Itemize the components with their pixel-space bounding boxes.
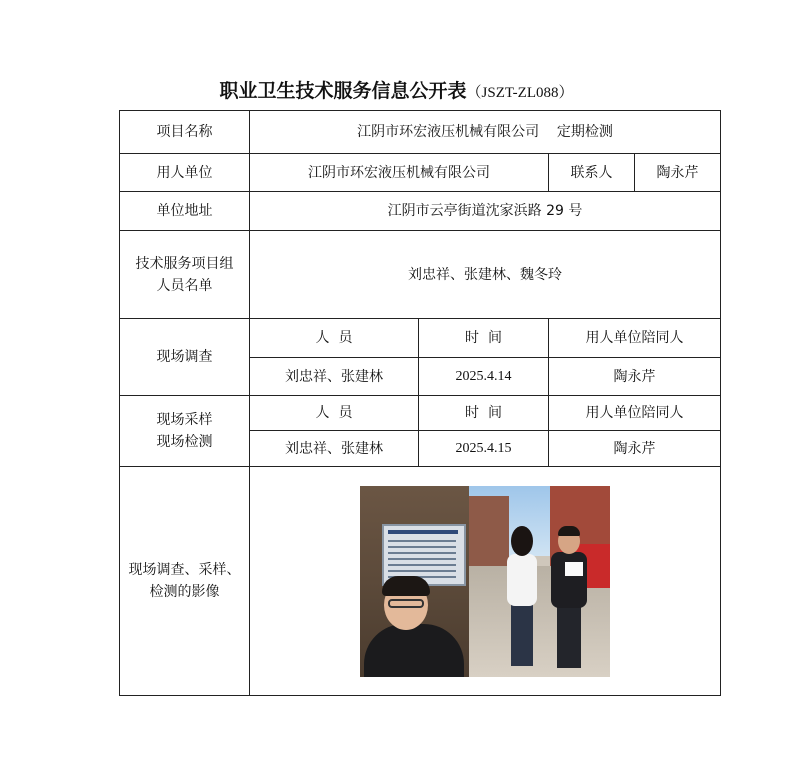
sampling-label-line2: 现场检测 bbox=[156, 434, 213, 450]
project-value: 江阴市环宏液压机械有限公司 定期检测 bbox=[250, 111, 721, 154]
survey-date: 2025.4.14 bbox=[419, 358, 549, 396]
images-label bbox=[120, 467, 250, 696]
team-label-line2: 人员名单 bbox=[156, 277, 213, 294]
project-label: 项目名称 bbox=[120, 111, 250, 154]
sampling-header-time: 时 间 bbox=[419, 396, 549, 431]
images-label-line2: 检测的影像 bbox=[149, 584, 220, 600]
row-sampling-header bbox=[120, 396, 721, 431]
survey-person: 刘忠祥、张建林 bbox=[250, 358, 419, 396]
sampling-header-person: 人 员 bbox=[250, 396, 419, 431]
row-employer bbox=[120, 154, 721, 192]
images-cell bbox=[250, 467, 721, 696]
person-figure-icon bbox=[551, 528, 587, 673]
row-images bbox=[120, 467, 721, 696]
team-label bbox=[120, 231, 250, 319]
row-project bbox=[120, 111, 721, 154]
survey-header-time: 时 间 bbox=[419, 319, 549, 358]
employer-value: 江阴市环宏液压机械有限公司 bbox=[250, 154, 549, 192]
address-value: 江阴市云亭街道沈家浜路 29 号 bbox=[250, 192, 721, 231]
contact-value: 陶永芹 bbox=[635, 154, 721, 192]
info-table bbox=[119, 110, 721, 696]
sampling-header-escort: 用人单位陪同人 bbox=[549, 396, 721, 431]
sampling-date: 2025.4.15 bbox=[419, 431, 549, 467]
row-team bbox=[120, 231, 721, 319]
address-label: 单位地址 bbox=[120, 192, 250, 231]
contact-label: 联系人 bbox=[549, 154, 635, 192]
sampling-person: 刘忠祥、张建林 bbox=[250, 431, 419, 467]
site-photo-indoor bbox=[360, 486, 469, 677]
row-address bbox=[120, 192, 721, 231]
title-code: （JSZT-ZL088） bbox=[466, 85, 574, 101]
photo-strip bbox=[250, 486, 720, 677]
person-figure-icon bbox=[505, 526, 539, 671]
employer-label: 用人单位 bbox=[120, 154, 250, 192]
survey-header-person: 人 员 bbox=[250, 319, 419, 358]
team-label-line1: 技术服务项目组 bbox=[135, 255, 234, 272]
images-label-line1: 现场调查、采样、 bbox=[128, 562, 241, 578]
survey-escort: 陶永芹 bbox=[549, 358, 721, 396]
survey-label: 现场调查 bbox=[120, 319, 250, 396]
site-photo-outdoor bbox=[469, 486, 610, 677]
sampling-label-line1: 现场采样 bbox=[156, 412, 213, 428]
survey-header-escort: 用人单位陪同人 bbox=[549, 319, 721, 358]
sampling-escort: 陶永芹 bbox=[549, 431, 721, 467]
sampling-label bbox=[120, 396, 250, 467]
row-survey-header bbox=[120, 319, 721, 358]
page-title bbox=[0, 76, 793, 103]
title-main: 职业卫生技术服务信息公开表 bbox=[219, 80, 467, 102]
team-value: 刘忠祥、张建林、魏冬玲 bbox=[250, 231, 721, 319]
